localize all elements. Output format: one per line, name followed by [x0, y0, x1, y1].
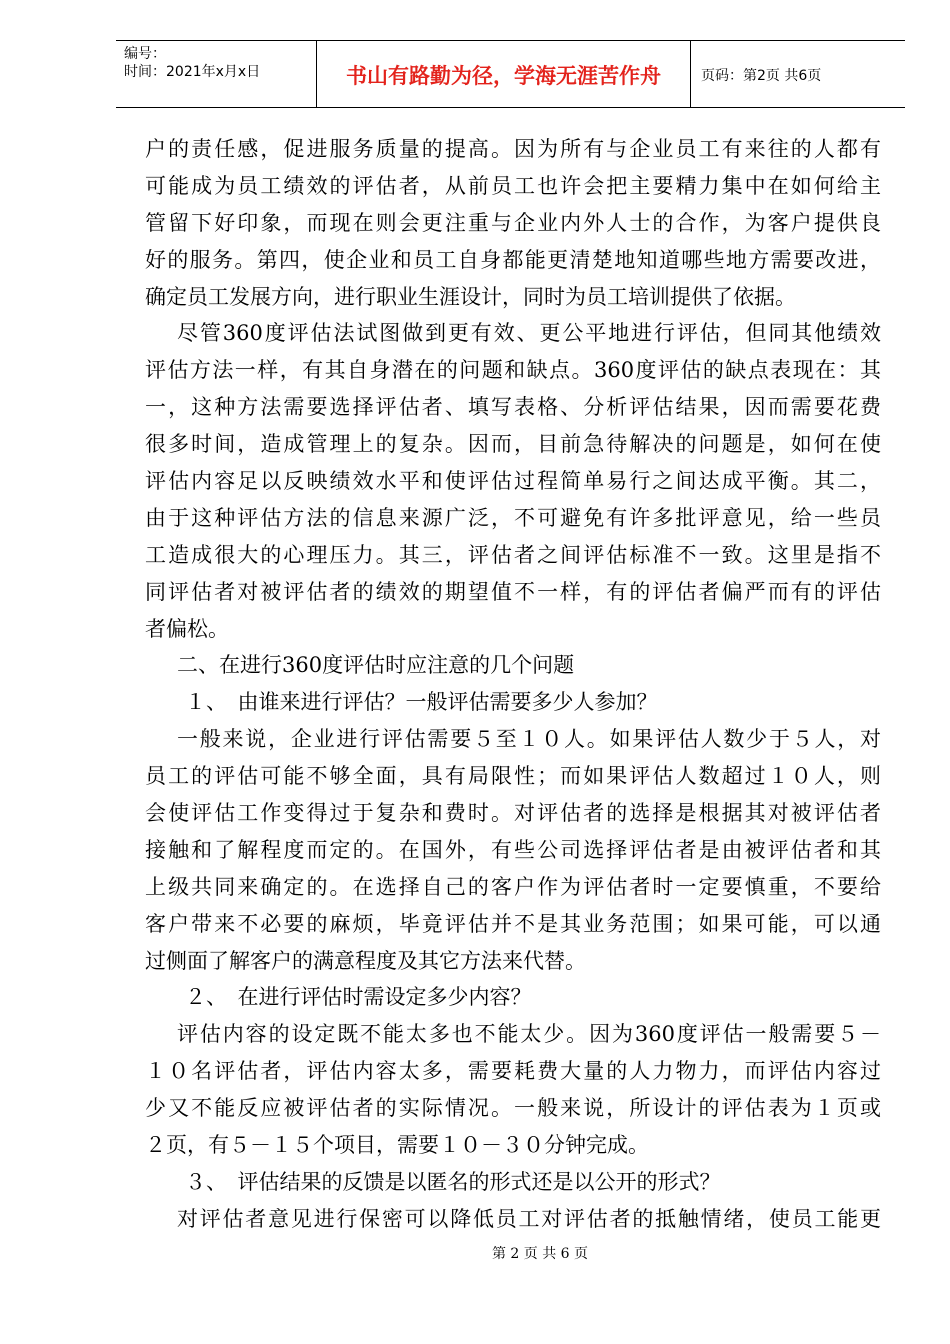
body-line: 同评估者对被评估者的绩效的期望值不一样，有的评估者偏严而有的评估 — [145, 579, 881, 604]
page-footer-number: 第 2 页 共 6 页 — [491, 1246, 589, 1262]
body-line: 者偏松。 — [145, 616, 229, 641]
body-line: １０名评估者，评估内容太多，需要耗费大量的人力物力，而评估内容过 — [145, 1059, 881, 1084]
body-line: 工造成很大的心理压力。其三，评估者之间评估标准不一致。这里是指不 — [145, 542, 881, 567]
question-heading: ２、 在进行评估时需设定多少内容？ — [185, 985, 532, 1010]
page-header — [116, 40, 905, 108]
page-code-label: 页码：第2页 共6页 — [701, 68, 822, 84]
body-line: 由于这种评估方法的信息来源广泛，不可避免有许多批评意见，给一些员 — [145, 505, 881, 530]
body-line: 可能成为员工绩效的评估者，从前员工也许会把主要精力集中在如何给主 — [145, 173, 881, 198]
body-line: 户的责任感，促进服务质量的提高。因为所有与企业员工有来往的人都有 — [145, 137, 881, 161]
date-label: 时间：2021年x月x日 — [124, 64, 261, 80]
body-line: 员工的评估可能不够全面，具有局限性；而如果评估人数超过１０人，则 — [145, 764, 881, 789]
body-line: 会使评估工作变得过于复杂和费时。对评估者的选择是根据其对被评估者 — [145, 801, 881, 826]
body-line: 好的服务。第四，使企业和员工自身都能更清楚地知道哪些地方需要改进， — [145, 247, 881, 272]
body-line: 一般来说，企业进行评估需要５至１０人。如果评估人数少于５人，对 — [177, 727, 881, 752]
document-body — [145, 131, 881, 1238]
header-motto-cell — [316, 41, 691, 107]
body-line: 对评估者意见进行保密可以降低员工对评估者的抵触情绪，使员工能更 — [177, 1206, 881, 1231]
motto-text: 书山有路勤为径，学海无涯苦作舟 — [346, 63, 661, 88]
body-line: 很多时间，造成管理上的复杂。因而，目前急待解决的问题是，如何在使 — [145, 432, 881, 457]
body-line: 少又不能反应被评估者的实际情况。一般来说，所设计的评估表为１页或 — [145, 1096, 881, 1121]
serial-number-label: 编号： — [124, 46, 166, 62]
body-line: 过侧面了解客户的满意程度及其它方法来代替。 — [145, 948, 586, 973]
body-line: 上级共同来确定的。在选择自己的客户作为评估者时一定要慎重，不要给 — [145, 874, 881, 899]
body-line: 尽管360度评估法试图做到更有效、更公平地进行评估，但同其他绩效 — [177, 321, 881, 346]
body-line: 评估方法一样，有其自身潜在的问题和缺点。360度评估的缺点表现在：其 — [145, 358, 881, 383]
body-line: 管留下好印象，而现在则会更注重与企业内外人士的合作，为客户提供良 — [145, 210, 881, 235]
body-line: 接触和了解程度而定的。在国外，有些公司选择评估者是由被评估者和其 — [145, 837, 881, 862]
body-line: 评估内容的设定既不能太多也不能太少。因为360度评估一般需要５－ — [177, 1022, 881, 1047]
question-heading: ３、 评估结果的反馈是以匿名的形式还是以公开的形式？ — [185, 1169, 721, 1194]
header-meta-cell — [116, 41, 316, 107]
section-heading: 二、在进行360度评估时应注意的几个问题 — [177, 653, 575, 678]
header-page-cell — [691, 41, 905, 107]
body-line: ２页，有５－１５个项目，需要１０－３０分钟完成。 — [145, 1133, 649, 1158]
question-heading: １、 由谁来进行评估？一般评估需要多少人参加？ — [185, 690, 658, 715]
body-line: 客户带来不必要的麻烦，毕竟评估并不是其业务范围；如果可能，可以通 — [145, 911, 881, 936]
body-line: 评估内容足以反映绩效水平和使评估过程简单易行之间达成平衡。其二， — [145, 469, 881, 494]
body-line: 一，这种方法需要选择评估者、填写表格、分析评估结果，因而需要花费 — [145, 395, 881, 420]
body-line: 确定员工发展方向，进行职业生涯设计，同时为员工培训提供了依据。 — [145, 284, 796, 309]
